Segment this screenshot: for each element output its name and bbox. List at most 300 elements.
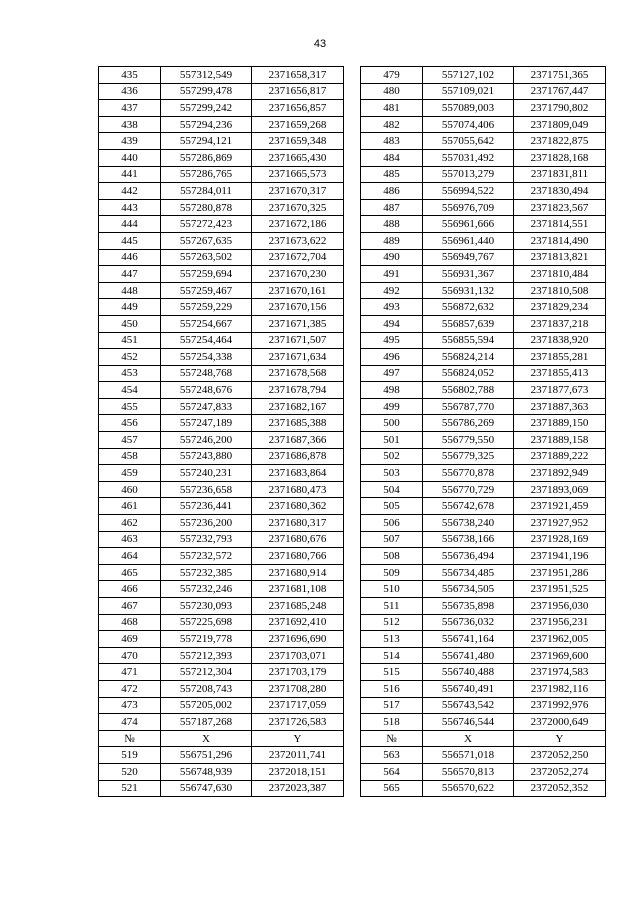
x-coordinate-cell: 557247,833 — [161, 398, 252, 415]
x-coordinate-cell: 557284,011 — [161, 183, 252, 200]
point-number-cell: 451 — [99, 332, 161, 349]
y-coordinate-cell: 2371683,864 — [252, 465, 344, 482]
coordinates-table-left — [98, 66, 344, 797]
table-row — [361, 697, 606, 714]
table-row — [361, 763, 606, 780]
y-coordinate-cell: 2371814,551 — [514, 216, 606, 233]
y-coordinate-cell: 2371855,413 — [514, 365, 606, 382]
x-coordinate-cell: 557272,423 — [161, 216, 252, 233]
table-row — [361, 266, 606, 283]
x-coordinate-cell: 556738,166 — [423, 531, 514, 548]
table-row — [361, 432, 606, 449]
y-coordinate-cell: 2371810,508 — [514, 282, 606, 299]
table-row — [361, 249, 606, 266]
point-number-cell: 438 — [99, 116, 161, 133]
y-coordinate-cell: 2371951,525 — [514, 581, 606, 598]
x-coordinate-cell: 557109,021 — [423, 83, 514, 100]
header-y-cell: Y — [514, 730, 606, 747]
table-row — [99, 747, 344, 764]
y-coordinate-cell: 2371671,634 — [252, 349, 344, 366]
y-coordinate-cell: 2371703,071 — [252, 647, 344, 664]
point-number-cell: 436 — [99, 83, 161, 100]
table-row — [361, 83, 606, 100]
y-coordinate-cell: 2371992,976 — [514, 697, 606, 714]
table-row — [361, 664, 606, 681]
point-number-cell: 490 — [361, 249, 423, 266]
table-row — [361, 747, 606, 764]
x-coordinate-cell: 557263,502 — [161, 249, 252, 266]
x-coordinate-cell: 557219,778 — [161, 631, 252, 648]
table-row — [99, 266, 344, 283]
x-coordinate-cell: 556961,666 — [423, 216, 514, 233]
table-header-row — [99, 730, 344, 747]
table-row — [361, 481, 606, 498]
point-number-cell: 441 — [99, 166, 161, 183]
x-coordinate-cell: 557212,393 — [161, 647, 252, 664]
y-coordinate-cell: 2371726,583 — [252, 714, 344, 731]
y-coordinate-cell: 2371671,385 — [252, 315, 344, 332]
table-row — [99, 133, 344, 150]
point-number-cell: 447 — [99, 266, 161, 283]
table-row — [99, 415, 344, 432]
x-coordinate-cell: 556748,939 — [161, 763, 252, 780]
point-number-cell: 442 — [99, 183, 161, 200]
table-row — [99, 166, 344, 183]
y-coordinate-cell: 2371680,362 — [252, 498, 344, 515]
x-coordinate-cell: 556741,480 — [423, 647, 514, 664]
point-number-cell: 503 — [361, 465, 423, 482]
y-coordinate-cell: 2371670,317 — [252, 183, 344, 200]
y-coordinate-cell: 2371658,317 — [252, 67, 344, 84]
point-number-cell: 521 — [99, 780, 161, 797]
y-coordinate-cell: 2371982,116 — [514, 680, 606, 697]
x-coordinate-cell: 557089,003 — [423, 100, 514, 117]
x-coordinate-cell: 557312,549 — [161, 67, 252, 84]
header-number-cell: № — [99, 730, 161, 747]
table-row — [361, 183, 606, 200]
point-number-cell: 480 — [361, 83, 423, 100]
point-number-cell: 446 — [99, 249, 161, 266]
point-number-cell: 472 — [99, 680, 161, 697]
table-row — [99, 183, 344, 200]
x-coordinate-cell: 556741,164 — [423, 631, 514, 648]
y-coordinate-cell: 2371828,168 — [514, 149, 606, 166]
x-coordinate-cell: 556931,367 — [423, 266, 514, 283]
point-number-cell: 435 — [99, 67, 161, 84]
y-coordinate-cell: 2371672,704 — [252, 249, 344, 266]
y-coordinate-cell: 2371708,280 — [252, 680, 344, 697]
table-row — [361, 647, 606, 664]
point-number-cell: 513 — [361, 631, 423, 648]
point-number-cell: 502 — [361, 448, 423, 465]
x-coordinate-cell: 557236,200 — [161, 515, 252, 532]
x-coordinate-cell: 557232,793 — [161, 531, 252, 548]
point-number-cell: 501 — [361, 432, 423, 449]
table-row — [99, 780, 344, 797]
x-coordinate-cell: 557232,246 — [161, 581, 252, 598]
x-coordinate-cell: 556770,878 — [423, 465, 514, 482]
table-row — [361, 780, 606, 797]
table-row — [99, 763, 344, 780]
table-row — [99, 116, 344, 133]
y-coordinate-cell: 2371809,049 — [514, 116, 606, 133]
point-number-cell: 484 — [361, 149, 423, 166]
point-number-cell: 491 — [361, 266, 423, 283]
x-coordinate-cell: 557280,878 — [161, 199, 252, 216]
x-coordinate-cell: 557230,093 — [161, 598, 252, 615]
x-coordinate-cell: 556735,898 — [423, 598, 514, 615]
table-row — [99, 515, 344, 532]
point-number-cell: 456 — [99, 415, 161, 432]
x-coordinate-cell: 557254,667 — [161, 315, 252, 332]
x-coordinate-cell: 556746,544 — [423, 714, 514, 731]
point-number-cell: 460 — [99, 481, 161, 498]
table-row — [99, 548, 344, 565]
y-coordinate-cell: 2371889,158 — [514, 432, 606, 449]
table-row — [99, 332, 344, 349]
point-number-cell: 509 — [361, 564, 423, 581]
point-number-cell: 471 — [99, 664, 161, 681]
point-number-cell: 511 — [361, 598, 423, 615]
header-number-cell: № — [361, 730, 423, 747]
y-coordinate-cell: 2371892,949 — [514, 465, 606, 482]
point-number-cell: 449 — [99, 299, 161, 316]
x-coordinate-cell: 556738,240 — [423, 515, 514, 532]
x-coordinate-cell: 557259,467 — [161, 282, 252, 299]
y-coordinate-cell: 2371829,234 — [514, 299, 606, 316]
y-coordinate-cell: 2371893,069 — [514, 481, 606, 498]
table-row — [99, 498, 344, 515]
y-coordinate-cell: 2371665,573 — [252, 166, 344, 183]
point-number-cell: 469 — [99, 631, 161, 648]
point-number-cell: 516 — [361, 680, 423, 697]
x-coordinate-cell: 557294,236 — [161, 116, 252, 133]
x-coordinate-cell: 556740,491 — [423, 680, 514, 697]
x-coordinate-cell: 557246,200 — [161, 432, 252, 449]
table-row — [99, 598, 344, 615]
point-number-cell: 506 — [361, 515, 423, 532]
point-number-cell: 463 — [99, 531, 161, 548]
table-row — [99, 481, 344, 498]
point-number-cell: 479 — [361, 67, 423, 84]
header-x-cell: X — [161, 730, 252, 747]
y-coordinate-cell: 2371656,857 — [252, 100, 344, 117]
point-number-cell: 512 — [361, 614, 423, 631]
table-row — [361, 398, 606, 415]
y-coordinate-cell: 2371670,156 — [252, 299, 344, 316]
point-number-cell: 453 — [99, 365, 161, 382]
point-number-cell: 514 — [361, 647, 423, 664]
table-row — [99, 398, 344, 415]
point-number-cell: 459 — [99, 465, 161, 482]
y-coordinate-cell: 2371670,230 — [252, 266, 344, 283]
table-row — [99, 680, 344, 697]
table-row — [361, 548, 606, 565]
table-row — [99, 67, 344, 84]
table-row — [361, 498, 606, 515]
y-coordinate-cell: 2371680,766 — [252, 548, 344, 565]
y-coordinate-cell: 2371659,348 — [252, 133, 344, 150]
y-coordinate-cell: 2371838,920 — [514, 332, 606, 349]
table-row — [361, 149, 606, 166]
point-number-cell: 440 — [99, 149, 161, 166]
table-row — [99, 647, 344, 664]
y-coordinate-cell: 2371941,196 — [514, 548, 606, 565]
y-coordinate-cell: 2371685,388 — [252, 415, 344, 432]
point-number-cell: 443 — [99, 199, 161, 216]
point-number-cell: 565 — [361, 780, 423, 797]
point-number-cell: 518 — [361, 714, 423, 731]
y-coordinate-cell: 2371928,169 — [514, 531, 606, 548]
y-coordinate-cell: 2371682,167 — [252, 398, 344, 415]
x-coordinate-cell: 557259,694 — [161, 266, 252, 283]
y-coordinate-cell: 2371887,363 — [514, 398, 606, 415]
point-number-cell: 487 — [361, 199, 423, 216]
point-number-cell: 464 — [99, 548, 161, 565]
x-coordinate-cell: 557248,768 — [161, 365, 252, 382]
y-coordinate-cell: 2371813,821 — [514, 249, 606, 266]
y-coordinate-cell: 2371889,150 — [514, 415, 606, 432]
y-coordinate-cell: 2372018,151 — [252, 763, 344, 780]
y-coordinate-cell: 2371810,484 — [514, 266, 606, 283]
point-number-cell: 507 — [361, 531, 423, 548]
point-number-cell: 470 — [99, 647, 161, 664]
x-coordinate-cell: 557286,765 — [161, 166, 252, 183]
table-row — [99, 365, 344, 382]
y-coordinate-cell: 2371814,490 — [514, 232, 606, 249]
y-coordinate-cell: 2371830,494 — [514, 183, 606, 200]
x-coordinate-cell: 557240,231 — [161, 465, 252, 482]
point-number-cell: 439 — [99, 133, 161, 150]
x-coordinate-cell: 556779,550 — [423, 432, 514, 449]
point-number-cell: 496 — [361, 349, 423, 366]
point-number-cell: 474 — [99, 714, 161, 731]
table-row — [99, 697, 344, 714]
table-row — [99, 614, 344, 631]
table-row — [361, 67, 606, 84]
table-row — [99, 664, 344, 681]
point-number-cell: 492 — [361, 282, 423, 299]
y-coordinate-cell: 2371692,410 — [252, 614, 344, 631]
table-row — [361, 564, 606, 581]
x-coordinate-cell: 557212,304 — [161, 664, 252, 681]
x-coordinate-cell: 556872,632 — [423, 299, 514, 316]
y-coordinate-cell: 2371974,583 — [514, 664, 606, 681]
table-row — [99, 714, 344, 731]
x-coordinate-cell: 557205,002 — [161, 697, 252, 714]
point-number-cell: 454 — [99, 382, 161, 399]
y-coordinate-cell: 2371956,231 — [514, 614, 606, 631]
y-coordinate-cell: 2371889,222 — [514, 448, 606, 465]
x-coordinate-cell: 557248,676 — [161, 382, 252, 399]
x-coordinate-cell: 557127,102 — [423, 67, 514, 84]
point-number-cell: 452 — [99, 349, 161, 366]
x-coordinate-cell: 556736,032 — [423, 614, 514, 631]
point-number-cell: 461 — [99, 498, 161, 515]
point-number-cell: 465 — [99, 564, 161, 581]
y-coordinate-cell: 2371665,430 — [252, 149, 344, 166]
y-coordinate-cell: 2372052,274 — [514, 763, 606, 780]
x-coordinate-cell: 556734,505 — [423, 581, 514, 598]
point-number-cell: 564 — [361, 763, 423, 780]
point-number-cell: 448 — [99, 282, 161, 299]
y-coordinate-cell: 2371951,286 — [514, 564, 606, 581]
y-coordinate-cell: 2371670,161 — [252, 282, 344, 299]
y-coordinate-cell: 2372023,387 — [252, 780, 344, 797]
table-row — [99, 531, 344, 548]
x-coordinate-cell: 556571,018 — [423, 747, 514, 764]
table-row — [361, 232, 606, 249]
table-row — [361, 199, 606, 216]
y-coordinate-cell: 2371837,218 — [514, 315, 606, 332]
x-coordinate-cell: 556961,440 — [423, 232, 514, 249]
y-coordinate-cell: 2371687,366 — [252, 432, 344, 449]
table-row — [99, 631, 344, 648]
point-number-cell: 444 — [99, 216, 161, 233]
y-coordinate-cell: 2371685,248 — [252, 598, 344, 615]
x-coordinate-cell: 557259,229 — [161, 299, 252, 316]
table-row — [99, 149, 344, 166]
table-row — [361, 349, 606, 366]
x-coordinate-cell: 557299,478 — [161, 83, 252, 100]
y-coordinate-cell: 2371962,005 — [514, 631, 606, 648]
table-row — [99, 83, 344, 100]
x-coordinate-cell: 557031,492 — [423, 149, 514, 166]
point-number-cell: 510 — [361, 581, 423, 598]
point-number-cell: 563 — [361, 747, 423, 764]
table-row — [99, 465, 344, 482]
point-number-cell: 468 — [99, 614, 161, 631]
page-number: 43 — [313, 38, 327, 50]
point-number-cell: 466 — [99, 581, 161, 598]
y-coordinate-cell: 2372052,352 — [514, 780, 606, 797]
point-number-cell: 437 — [99, 100, 161, 117]
y-coordinate-cell: 2371680,473 — [252, 481, 344, 498]
table-row — [99, 315, 344, 332]
table-row — [99, 199, 344, 216]
point-number-cell: 450 — [99, 315, 161, 332]
table-row — [99, 432, 344, 449]
x-coordinate-cell: 556824,052 — [423, 365, 514, 382]
y-coordinate-cell: 2371670,325 — [252, 199, 344, 216]
x-coordinate-cell: 557013,279 — [423, 166, 514, 183]
table-row — [99, 216, 344, 233]
table-row — [361, 680, 606, 697]
y-coordinate-cell: 2371680,914 — [252, 564, 344, 581]
y-coordinate-cell: 2371673,622 — [252, 232, 344, 249]
point-number-cell: 504 — [361, 481, 423, 498]
x-coordinate-cell: 557243,880 — [161, 448, 252, 465]
y-coordinate-cell: 2371656,817 — [252, 83, 344, 100]
table-row — [361, 448, 606, 465]
y-coordinate-cell: 2371678,794 — [252, 382, 344, 399]
table-row — [361, 299, 606, 316]
x-coordinate-cell: 556976,709 — [423, 199, 514, 216]
y-coordinate-cell: 2372052,250 — [514, 747, 606, 764]
y-coordinate-cell: 2371790,802 — [514, 100, 606, 117]
table-row — [361, 365, 606, 382]
point-number-cell: 498 — [361, 382, 423, 399]
table-row — [361, 382, 606, 399]
point-number-cell: 486 — [361, 183, 423, 200]
point-number-cell: 458 — [99, 448, 161, 465]
y-coordinate-cell: 2371681,108 — [252, 581, 344, 598]
x-coordinate-cell: 556570,622 — [423, 780, 514, 797]
y-coordinate-cell: 2371671,507 — [252, 332, 344, 349]
point-number-cell: 489 — [361, 232, 423, 249]
table-row — [99, 564, 344, 581]
y-coordinate-cell: 2371921,459 — [514, 498, 606, 515]
table-row — [361, 116, 606, 133]
table-row — [99, 282, 344, 299]
x-coordinate-cell: 556742,678 — [423, 498, 514, 515]
table-row — [99, 448, 344, 465]
x-coordinate-cell: 556570,813 — [423, 763, 514, 780]
point-number-cell: 515 — [361, 664, 423, 681]
table-row — [99, 249, 344, 266]
point-number-cell: 481 — [361, 100, 423, 117]
x-coordinate-cell: 556740,488 — [423, 664, 514, 681]
coordinates-table-right — [360, 66, 606, 797]
y-coordinate-cell: 2371822,875 — [514, 133, 606, 150]
table-row — [361, 465, 606, 482]
table-row — [99, 100, 344, 117]
y-coordinate-cell: 2371672,186 — [252, 216, 344, 233]
x-coordinate-cell: 556787,770 — [423, 398, 514, 415]
y-coordinate-cell: 2371831,811 — [514, 166, 606, 183]
point-number-cell: 500 — [361, 415, 423, 432]
table-row — [361, 133, 606, 150]
point-number-cell: 488 — [361, 216, 423, 233]
y-coordinate-cell: 2371956,030 — [514, 598, 606, 615]
table-header-row — [361, 730, 606, 747]
x-coordinate-cell: 557055,642 — [423, 133, 514, 150]
table-row — [361, 531, 606, 548]
point-number-cell: 508 — [361, 548, 423, 565]
y-coordinate-cell: 2371696,690 — [252, 631, 344, 648]
header-x-cell: X — [423, 730, 514, 747]
table-row — [99, 382, 344, 399]
point-number-cell: 473 — [99, 697, 161, 714]
y-coordinate-cell: 2371969,600 — [514, 647, 606, 664]
y-coordinate-cell: 2371659,268 — [252, 116, 344, 133]
y-coordinate-cell: 2371927,952 — [514, 515, 606, 532]
y-coordinate-cell: 2372011,741 — [252, 747, 344, 764]
x-coordinate-cell: 557236,441 — [161, 498, 252, 515]
x-coordinate-cell: 557299,242 — [161, 100, 252, 117]
point-number-cell: 455 — [99, 398, 161, 415]
table-row — [99, 349, 344, 366]
table-row — [361, 282, 606, 299]
x-coordinate-cell: 557074,406 — [423, 116, 514, 133]
y-coordinate-cell: 2371703,179 — [252, 664, 344, 681]
x-coordinate-cell: 556747,630 — [161, 780, 252, 797]
point-number-cell: 493 — [361, 299, 423, 316]
y-coordinate-cell: 2371678,568 — [252, 365, 344, 382]
point-number-cell: 467 — [99, 598, 161, 615]
y-coordinate-cell: 2371767,447 — [514, 83, 606, 100]
y-coordinate-cell: 2371680,317 — [252, 515, 344, 532]
point-number-cell: 520 — [99, 763, 161, 780]
x-coordinate-cell: 556779,325 — [423, 448, 514, 465]
table-row — [361, 100, 606, 117]
x-coordinate-cell: 557254,338 — [161, 349, 252, 366]
x-coordinate-cell: 556736,494 — [423, 548, 514, 565]
table-row — [361, 166, 606, 183]
x-coordinate-cell: 556734,485 — [423, 564, 514, 581]
point-number-cell: 485 — [361, 166, 423, 183]
x-coordinate-cell: 557232,385 — [161, 564, 252, 581]
